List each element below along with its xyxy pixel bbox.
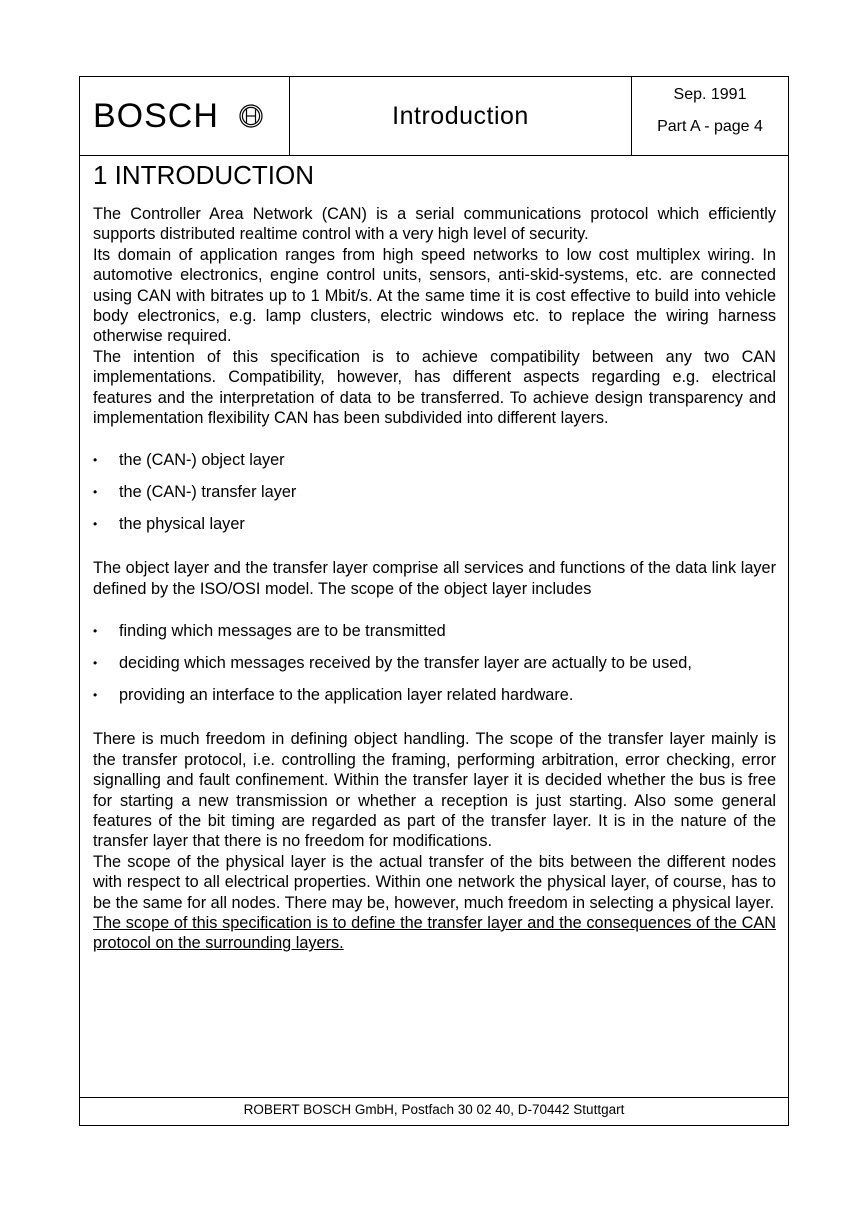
list-item-text: finding which messages are to be transmitted (119, 622, 446, 641)
page-header (80, 77, 788, 156)
bullet-icon: • (93, 453, 98, 468)
list-item-text: providing an interface to the application layer related hardware. (119, 686, 574, 705)
paragraph: There is much freedom in defining object handling. The scope of the transfer layer mainly is the transfer protocol, i.e. controlling the framing, performing arbitration, error checking, error signalling and fault confinement. Within the transfer layer it is decided whether the bus is free for starting a new transmission or whether a reception is just starting. Also some general features of the bit timing are regarded as part of the transfer layer. It is in the nature of the transfer layer that there is no freedom for modifications. (93, 730, 776, 851)
paragraph: The scope of the physical layer is the actual transfer of the bits between the different nodes with respect to all electrical properties. Within one network the physical layer, of course, has to be the same for all nodes. There may be, however, much freedom in selecting a physical layer. (93, 852, 776, 912)
bullet-icon: • (93, 656, 98, 671)
meta-cell (632, 77, 788, 155)
list-item (93, 450, 776, 470)
bullet-icon: • (93, 485, 98, 500)
list-item-text: deciding which messages received by the transfer layer are actually to be used, (119, 654, 692, 673)
document-date: Sep. 1991 (673, 86, 747, 103)
brand-name: BOSCH (93, 97, 219, 135)
page-number: Part A - page 4 (657, 118, 763, 135)
title-cell (290, 77, 632, 155)
list-item-text: the (CAN-) object layer (119, 451, 285, 470)
list-item (93, 685, 776, 705)
list-item-text: the (CAN-) transfer layer (119, 483, 297, 502)
page-footer: ROBERT BOSCH GmbH, Postfach 30 02 40, D-70442 Stuttgart (80, 1097, 788, 1125)
scope-list (93, 621, 776, 705)
list-item (93, 653, 776, 673)
paragraph: The intention of this specification is to achieve compatibility between any two CAN implementations. Compatibility, however, has different aspects regarding e.g. electrical features and the interpretation of data to be transferred. To achieve design transparency and implementation flexibility CAN has been subdivided into different layers. (93, 347, 776, 428)
bullet-icon: • (93, 624, 98, 639)
list-item-text: the physical layer (119, 515, 245, 534)
paragraph: Its domain of application ranges from high speed networks to low cost multiplex wiring. In automotive electronics, engine control units, sensors, anti-skid-systems, etc. are connected using CAN with bitrates up to 1 Mbit/s. At the same time it is cost effective to build into vehicle body electronics, e.g. lamp clusters, electric windows etc. to replace the wiring harness otherwise required. (93, 245, 776, 346)
brand-cell (80, 77, 290, 155)
section-heading: 1 INTRODUCTION (93, 160, 314, 190)
list-item (93, 514, 776, 534)
bullet-icon: • (93, 517, 98, 532)
bullet-icon: • (93, 688, 98, 703)
paragraph: The Controller Area Network (CAN) is a serial communications protocol which efficiently supports distributed realtime control with a very high level of security. (93, 205, 776, 244)
list-item (93, 482, 776, 502)
paragraph: The object layer and the transfer layer comprise all services and functions of the data link layer defined by the ISO/OSI model. The scope of the object layer includes (93, 559, 776, 598)
page-frame (79, 76, 789, 1126)
document-title: Introduction (392, 102, 529, 130)
scope-statement: The scope of this specification is to define the transfer layer and the consequences of the CAN protocol on the surrounding layers. (93, 913, 776, 953)
main-content (93, 159, 776, 954)
bosch-armature-icon (239, 104, 263, 128)
layers-list (93, 450, 776, 534)
list-item (93, 621, 776, 641)
